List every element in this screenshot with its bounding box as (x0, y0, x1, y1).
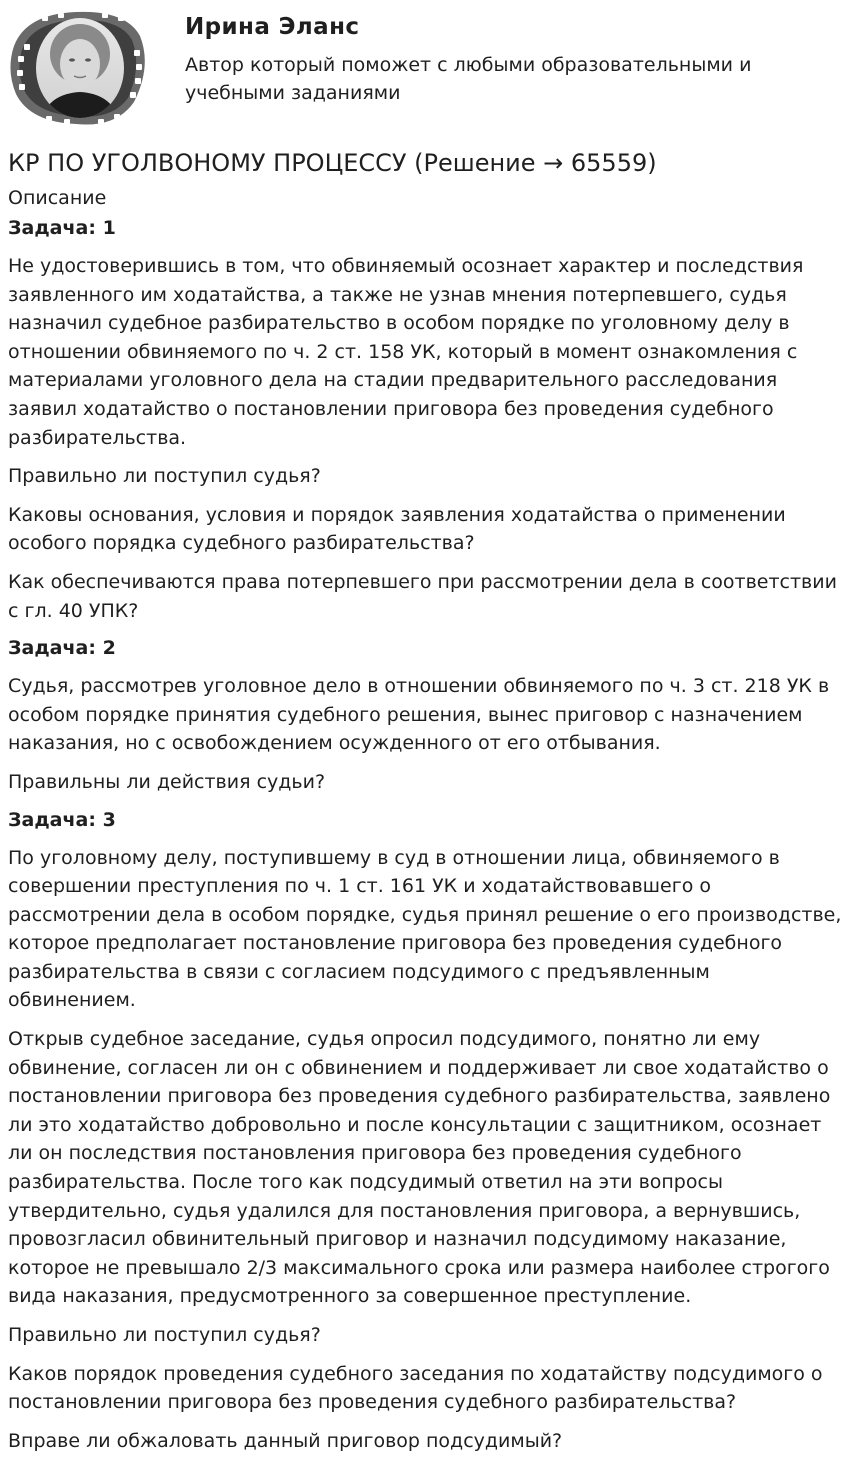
author-block (0, 0, 847, 140)
task-1-paragraph-1: Не удостоверившись в том, что обвиняемый осознает характер и последствия заявленного им ходатайства, а также не узнав мнения потерпевшего, судья назначил судебное разбирательство в особом порядке по уголовному делу в отношении обвиняемого по ч. 2 ст. 158 УК, который в момент ознакомления с материалами уголовного дела на стадии предварительного расследования заявил ходатайство о постановлении приговора без проведения судебного разбирательства. (8, 255, 804, 449)
task-3-heading: Задача: 3 (8, 808, 116, 831)
task-3-paragraph-2: Открыв судебное заседание, судья опросил подсудимого, понятно ли ему обвинение, согласен ли он с обвинением и поддерживает ли свое ходатайство о постановлении приговора без проведения судебного разбирательства, заявлено ли это ходатайство добровольно и после консультации с защитником, осознает ли он последствия постановления приговора без проведения судебного разбирательства. После того как подсудимый ответил на эти вопросы утвердительно, судья удалился для постановления приговора, а вернувшись, провозгласил обвинительный приговор и назначил подсудимому наказание, которое не превышало 2/3 максимального срока или размера наиболее строгого вида наказания, предусмотренного за совершенное преступление. (8, 1028, 831, 1308)
task-1-paragraph-3: Каковы основания, условия и порядок заявления ходатайства о применении особого порядка судебного разбирательства? (8, 503, 786, 555)
author-avatar[interactable] (6, 6, 152, 128)
task-1-heading: Задача: 1 (8, 217, 116, 239)
task-3-paragraph-4: Каков порядок проведения судебного заседания по ходатайству подсудимого о постановлении приговора без проведения судебного разбирательства? (8, 1362, 823, 1414)
task-2-paragraph-2: Правильны ли действия судьи? (8, 770, 326, 793)
author-name: Ирина Эланс (185, 14, 360, 40)
document-content (8, 147, 843, 1455)
task-2-paragraph-1: Судья, рассмотрев уголовное дело в отношении обвиняемого по ч. 3 ст. 218 УК в особом порядке принятия судебного решения, вынес приговор с назначением наказания, но с освобождением осужденного от его отбывания. (8, 675, 830, 755)
document-title: КР ПО УГОЛВОНОМУ ПРОЦЕССУ (Решение → 65559) (8, 149, 657, 177)
task-1-paragraph-2: Правильно ли поступил судья? (8, 465, 321, 488)
task-2-heading: Задача: 2 (8, 637, 116, 660)
task-3-paragraph-1: По уголовному делу, поступившему в суд в отношении лица, обвиняемого в совершении преступления по ч. 1 ст. 161 УК и ходатайствовавшего о рассмотрении дела в особом порядке, судья принял решение о его производстве, которое предполагает постановление приговора без проведения судебного разбирательства в связи с согласием подсудимого с предъявленным обвинением. (8, 846, 842, 1012)
task-3-paragraph-3: Правильно ли поступил судья? (8, 1324, 321, 1346)
task-1-paragraph-4: Как обеспечиваются права потерпевшего при рассмотрении дела в соответствии с гл. 40 УПК? (8, 570, 837, 622)
description-label: Описание (8, 187, 107, 209)
author-description: Автор который поможет с любыми образовательными и учебными заданиями (185, 54, 752, 104)
task-3-paragraph-5: Вправе ли обжаловать данный приговор подсудимый? (8, 1429, 563, 1452)
